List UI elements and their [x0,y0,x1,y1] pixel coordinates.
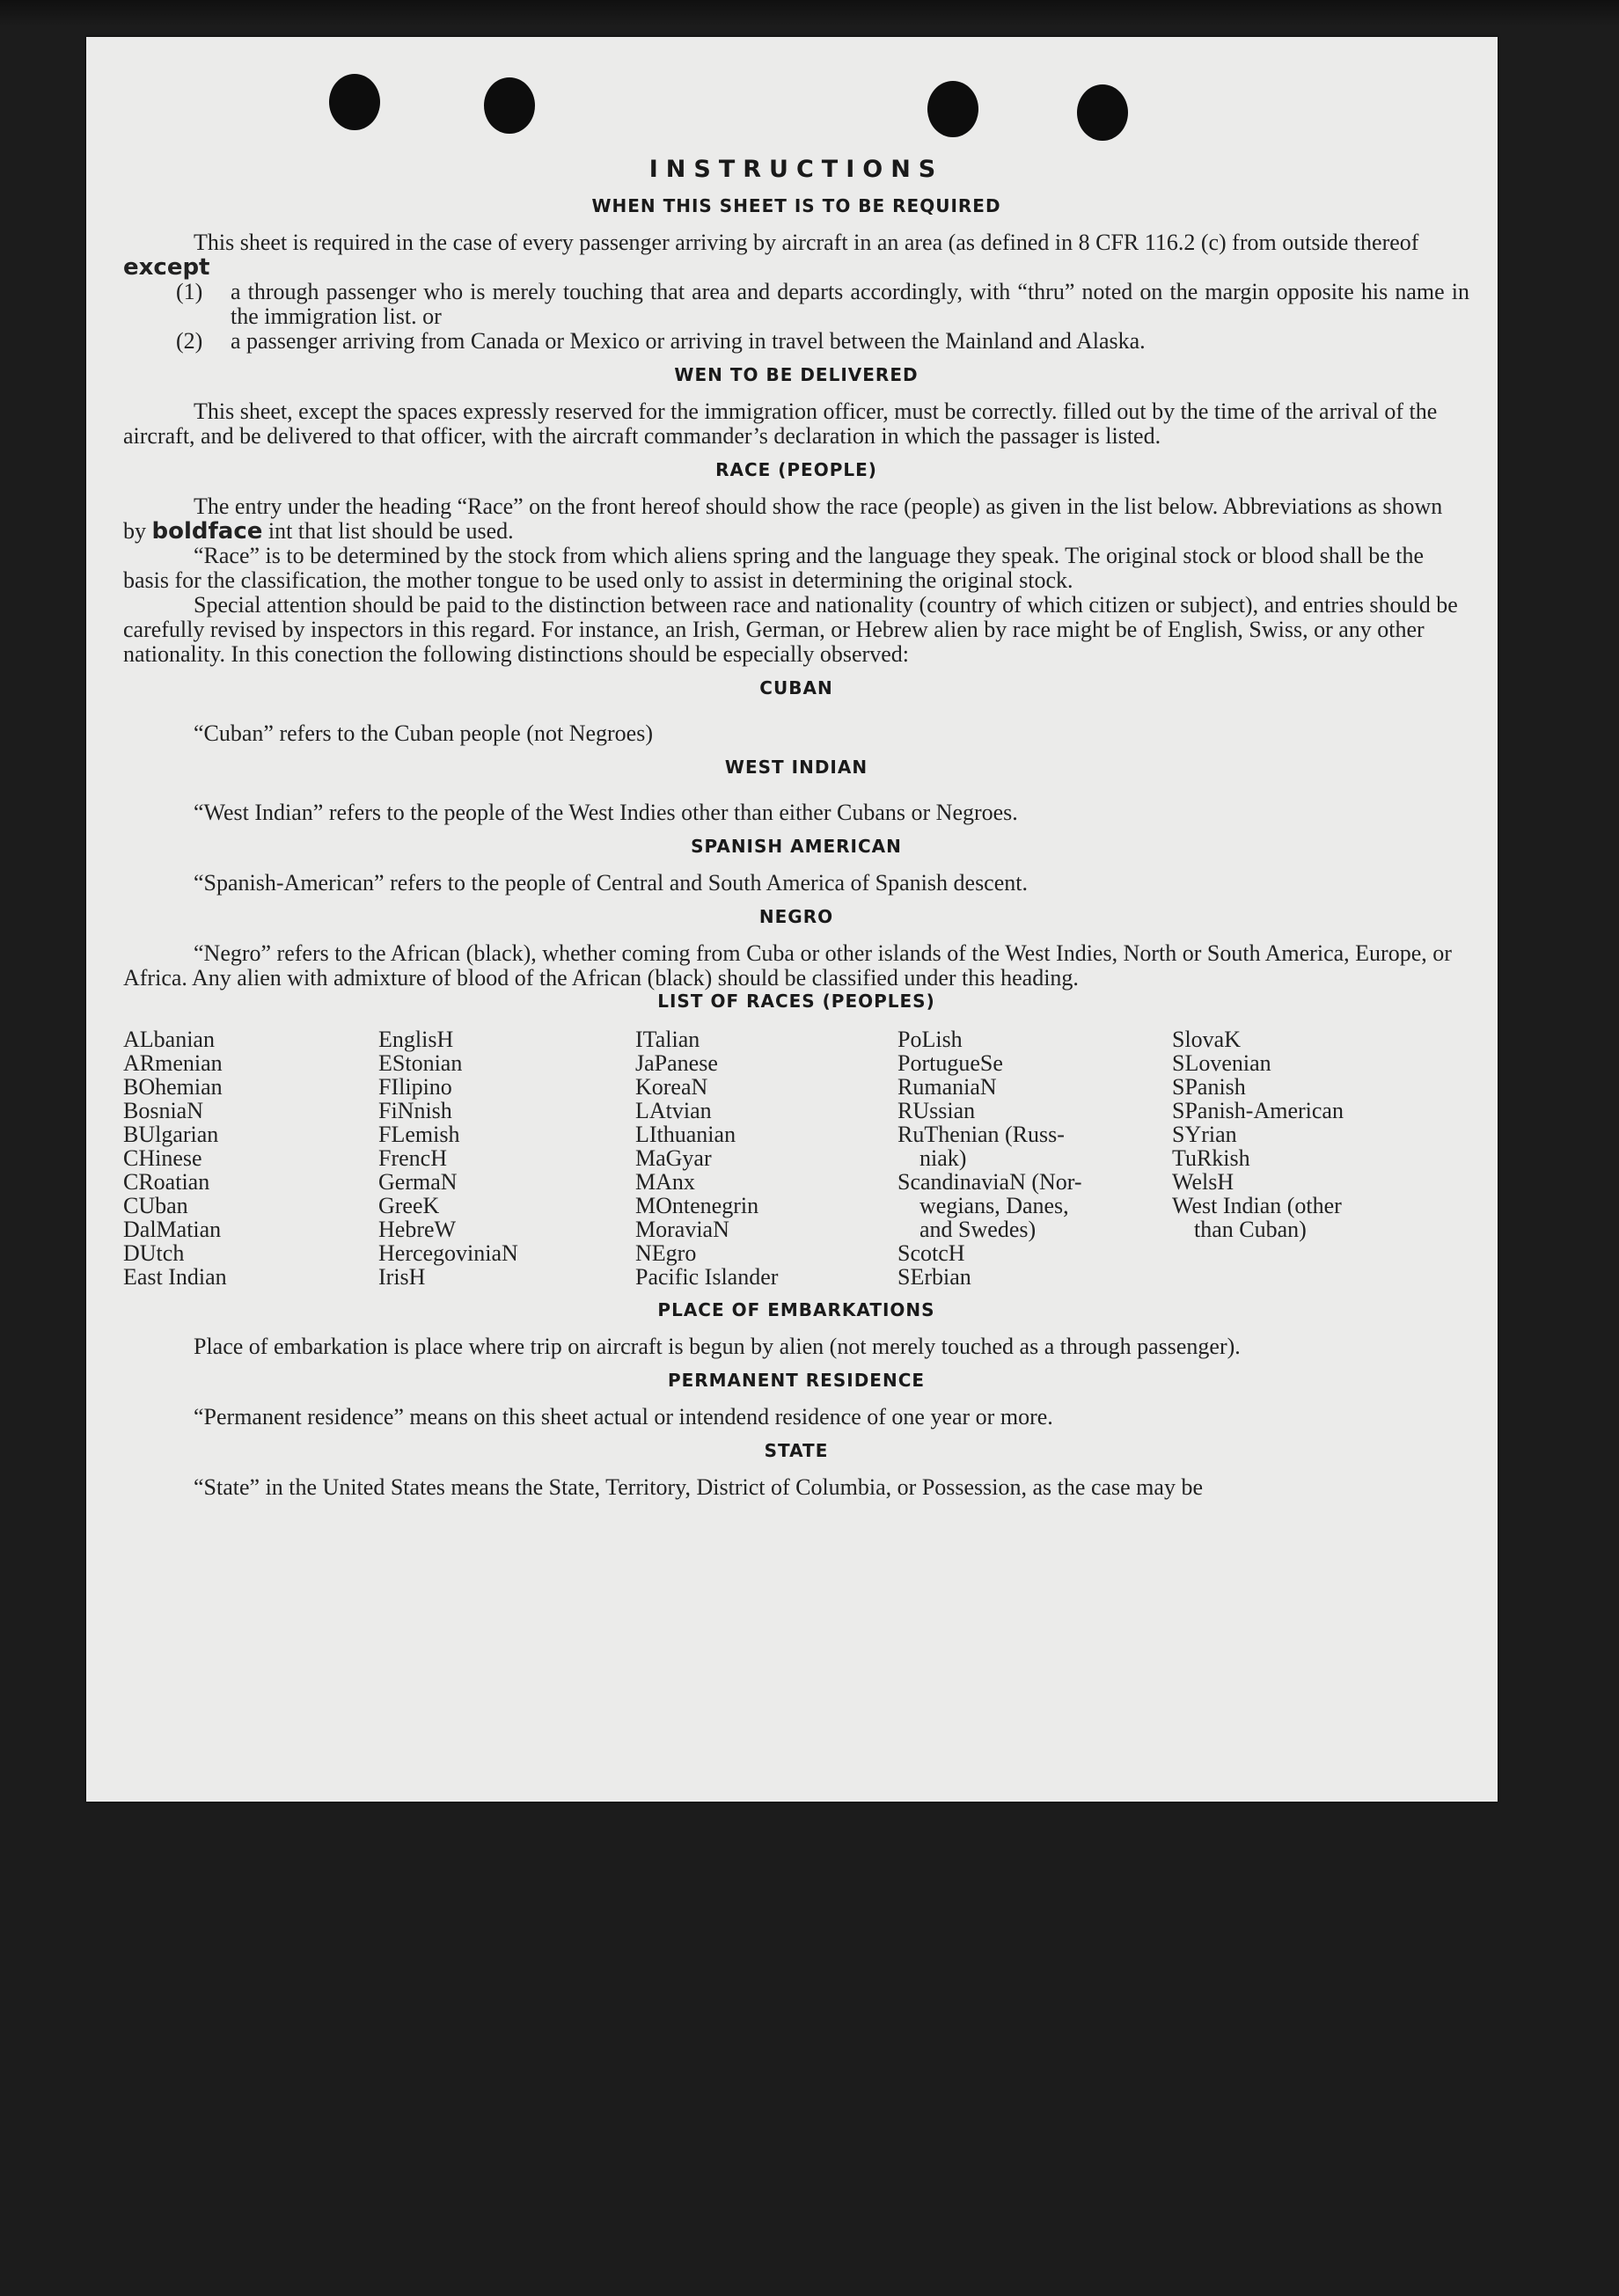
section-paragraph: “Permanent residence” means on this sheet actual or intendend residence of one year or more. [194,1404,1053,1430]
race-entry: SErbian [897,1264,971,1290]
race-entry: RuThenian (Russ- [897,1122,1065,1147]
section-paragraph: “Race” is to be determined by the stock from which aliens spring and the language they speak. The original stock or blood shall be the basis for the classification, the mother tongue to be used only to assist in determining the original stock. [123,543,1425,593]
race-entry: WelsH [1172,1169,1234,1195]
race-entry: FrencH [378,1145,447,1171]
bold-term: boldface [151,518,263,545]
race-entry: EStonian [378,1050,463,1076]
race-entry: SPanish [1172,1074,1246,1100]
race-entry: BosniaN [123,1098,203,1123]
race-entry: SLovenian [1172,1050,1271,1076]
race-entry: NEgro [635,1240,697,1266]
section-paragraph: “Cuban” refers to the Cuban people (not Negroes) [194,720,653,746]
section-heading: WHEN THIS SHEET IS TO BE REQUIRED [591,195,1001,216]
paragraph-text: int that list should be used. [267,518,514,544]
punch-hole [484,77,535,134]
section-paragraph: This sheet, except the spaces expressly reserved for the immigration officer, must be correctly. filled out by the time of the arrival of the aircraft, and be delivered to that officer, with the aircraft commander’s declaration in which the passager is listed. [123,399,1438,449]
section-heading: RACE (PEOPLE) [715,459,877,480]
race-entry: CHinese [123,1145,202,1171]
item-text: a passenger arriving from Canada or Mexico or arriving in travel between the Mainland and Alaska. [231,328,1146,354]
scan-background [0,0,1619,26]
race-entry: CUban [123,1193,188,1218]
paragraph-text: This sheet is required in the case of every passenger arriving by aircraft in an area (as defined in 8 CFR 116.2 (c) from outside thereof [194,230,1419,255]
list-item [176,329,1469,354]
section-paragraph: “Negro” refers to the African (black), whether coming from Cuba or other islands of the West Indies, North or South America, Europe, or Africa. Any alien with admixture of blood of the African (black) should be classified under this heading. [123,940,1452,991]
race-entry: MOntenegrin [635,1193,759,1218]
race-column [1172,1027,1436,1289]
section-paragraph: “State” in the United States means the State, Territory, District of Columbia, or Possession, as the case may be [194,1474,1203,1500]
race-entry: TuRkish [1172,1145,1250,1171]
race-entry: HebreW [378,1217,457,1242]
race-entry: FiNnish [378,1098,452,1123]
section-heading: CUBAN [759,677,833,698]
race-entry: RUssian [897,1098,976,1123]
race-entry: DalMatian [123,1217,222,1242]
race-entry: FIlipino [378,1074,452,1100]
race-entry: GreeK [378,1193,440,1218]
race-entry: ALbanian [123,1027,215,1052]
race-entry: ARmenian [123,1050,223,1076]
race-entry: and Swedes) [919,1217,1037,1242]
instructions-content [123,156,1469,1500]
race-entry: KoreaN [635,1074,708,1100]
punch-hole [1077,84,1128,141]
race-entry: PoLish [897,1027,963,1052]
race-entry: East Indian [123,1264,227,1290]
section-paragraph: “West Indian” refers to the people of the West Indies other than either Cubans or Negroes. [194,800,1018,825]
section-heading: WEST INDIAN [724,757,868,778]
section-heading: NEGRO [758,906,834,927]
race-entry: than Cuban) [1194,1217,1307,1242]
race-entry: HercegoviniaN [378,1240,518,1266]
race-entry: SPanish-American [1172,1098,1344,1123]
list-item [176,280,1469,329]
race-column [635,1027,897,1289]
race-column [123,1027,378,1289]
race-entry: ITalian [635,1027,700,1052]
race-column [897,1027,1172,1289]
race-entry: IrisH [378,1264,426,1290]
race-entry: MaGyar [635,1145,712,1171]
section-heading: PLACE OF EMBARKATIONS [657,1299,935,1320]
race-entry: MAnx [635,1169,695,1195]
section-heading: SPANISH AMERICAN [691,836,902,857]
section-heading: WEN TO BE DELIVERED [674,364,919,385]
race-entry: SYrian [1172,1122,1237,1147]
race-list [123,1027,1469,1289]
race-entry: GermaN [378,1169,458,1195]
item-number: (2) [176,328,203,354]
race-entry: FLemish [378,1122,460,1147]
race-entry: BUlgarian [123,1122,219,1147]
section-paragraph [123,494,1469,544]
punch-hole [329,74,380,130]
section-heading: LIST OF RACES (PEOPLES) [657,991,935,1012]
item-number: (1) [176,279,203,304]
race-entry: EnglisH [378,1027,454,1052]
race-entry: CRoatian [123,1169,210,1195]
section-heading: STATE [764,1440,829,1461]
race-entry: niak) [919,1145,967,1171]
race-entry: SlovaK [1172,1027,1241,1052]
page-title: INSTRUCTIONS [648,156,944,183]
paragraph-text: The entry under the heading “Race” on the front hereof should show the race (people) as given in the list below. Abbreviations as shown by [123,494,1443,544]
race-entry: ScotcH [897,1240,965,1266]
race-column [378,1027,635,1289]
section-paragraph: Special attention should be paid to the distinction between race and nationality (country of which citizen or subject), and entries should be carefully revised by inspectors in this regard. For instance, an Irish, German, or Hebrew alien by race might be of English, Swiss, or any other nationality. In this conection the following distinctions should be especially observed: [123,592,1458,667]
race-entry: JaPanese [635,1050,718,1076]
race-entry: LAtvian [635,1098,712,1123]
bold-term: except [123,254,210,281]
race-entry: Pacific Islander [635,1264,779,1290]
race-entry: LIthuanian [635,1122,736,1147]
item-text: a through passenger who is merely touching that area and departs accordingly, with “thru” noted on the margin opposite his name in the immigration list. or [231,279,1469,329]
section-paragraph [123,230,1469,280]
section-heading: PERMANENT RESIDENCE [667,1370,926,1391]
punch-hole [927,81,978,137]
section-paragraph: Place of embarkation is place where trip on aircraft is begun by alien (not merely touched as a through passenger). [194,1334,1241,1359]
race-entry: PortugueSe [897,1050,1003,1076]
race-entry: ScandinaviaN (Nor- [897,1169,1082,1195]
race-entry: BOhemian [123,1074,223,1100]
race-entry: MoraviaN [635,1217,729,1242]
document-sheet [86,37,1498,1802]
race-entry: wegians, Danes, [919,1193,1069,1218]
race-entry: RumaniaN [897,1074,997,1100]
race-entry: DUtch [123,1240,185,1266]
section-paragraph: “Spanish-American” refers to the people of Central and South America of Spanish descent. [194,870,1028,896]
race-entry: West Indian (other [1172,1193,1342,1218]
